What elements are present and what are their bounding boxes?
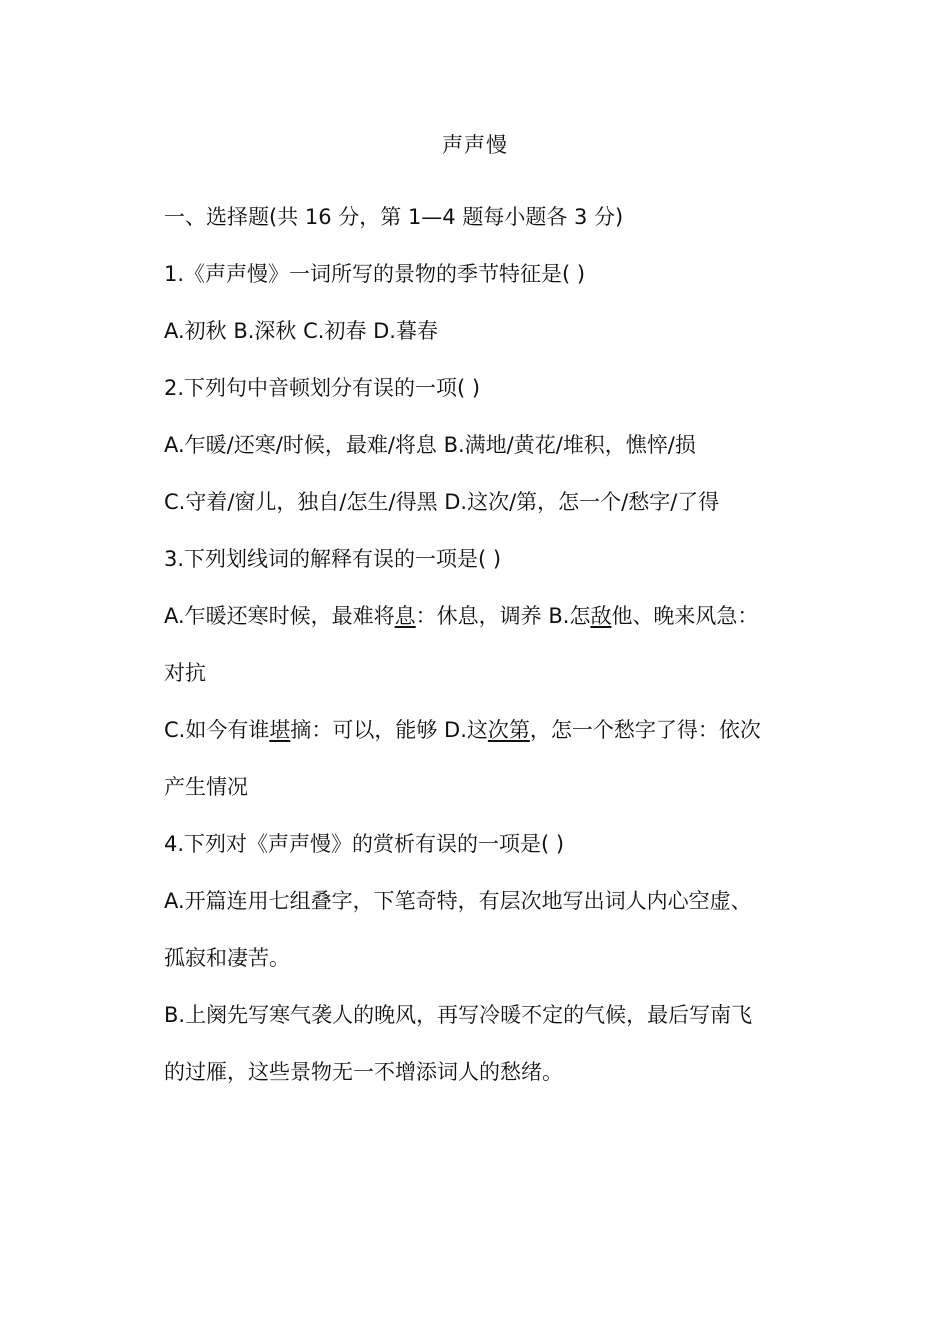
text-run: B.上阕先写寒气袭人的晚风，再写冷暖不定的气候，最后写南飞 bbox=[164, 1003, 753, 1027]
text-run: 孤寂和凄苦。 bbox=[164, 946, 290, 970]
text-run: A.乍暖/还寒/时候，最难/将息 B.满地/黄花/堆积，憔悴/损 bbox=[164, 433, 696, 457]
underlined-word: 堪 bbox=[269, 718, 291, 742]
question-2-options-ab bbox=[164, 429, 804, 462]
question-4-option-a-cont bbox=[164, 942, 804, 975]
underlined-word: 息 bbox=[394, 604, 416, 628]
question-1-stem bbox=[164, 258, 804, 291]
question-4-option-b-cont bbox=[164, 1056, 804, 1089]
question-3-options-ab bbox=[164, 600, 804, 633]
text-run: A.开篇连用七组叠字，下笔奇特，有层次地写出词人内心空虚、 bbox=[164, 889, 752, 913]
question-2-options-cd bbox=[164, 486, 804, 519]
text-run: 的过雁，这些景物无一不增添词人的愁绪。 bbox=[164, 1060, 563, 1084]
text-run: 3.下列划线词的解释有误的一项是( ) bbox=[164, 547, 502, 571]
question-4-option-b bbox=[164, 999, 804, 1032]
section-heading bbox=[164, 201, 804, 234]
text-run: 4.下列对《声声慢》的赏析有误的一项是( ) bbox=[164, 832, 565, 856]
text-run: ：休息，调养 B.怎 bbox=[415, 604, 591, 628]
question-3-options-cd-cont bbox=[164, 771, 804, 804]
text-run: 2.下列句中音顿划分有误的一项( ) bbox=[164, 376, 481, 400]
underlined-word: 次第 bbox=[487, 718, 530, 742]
text-run: 一、选择题(共 16 分，第 1—4 题每小题各 3 分) bbox=[164, 205, 624, 229]
text-run: 摘：可以，能够 D.这 bbox=[290, 718, 488, 742]
underlined-word: 敌 bbox=[590, 604, 612, 628]
document-body bbox=[164, 201, 804, 1113]
text-run: A.初秋 B.深秋 C.初春 D.暮春 bbox=[164, 319, 438, 343]
question-2-stem bbox=[164, 372, 804, 405]
question-3-stem bbox=[164, 543, 804, 576]
question-3-options-cd bbox=[164, 714, 804, 747]
text-run: A.乍暖还寒时候，最难将 bbox=[164, 604, 395, 628]
text-run: 他、晚来风急： bbox=[611, 604, 759, 628]
text-run: C.如今有谁 bbox=[164, 718, 270, 742]
question-3-options-ab-cont bbox=[164, 657, 804, 690]
question-1-options bbox=[164, 315, 804, 348]
question-4-option-a bbox=[164, 885, 804, 918]
text-run: C.守着/窗儿，独自/怎生/得黑 D.这次/第，怎一个/愁字/了得 bbox=[164, 490, 720, 514]
text-run: 1.《声声慢》一词所写的景物的季节特征是( ) bbox=[164, 262, 586, 286]
text-run: 产生情况 bbox=[164, 775, 248, 799]
document-title: 声声慢 bbox=[442, 133, 508, 157]
question-4-stem bbox=[164, 828, 804, 861]
text-run: 对抗 bbox=[164, 661, 206, 685]
text-run: ，怎一个愁字了得：依次 bbox=[529, 718, 761, 742]
